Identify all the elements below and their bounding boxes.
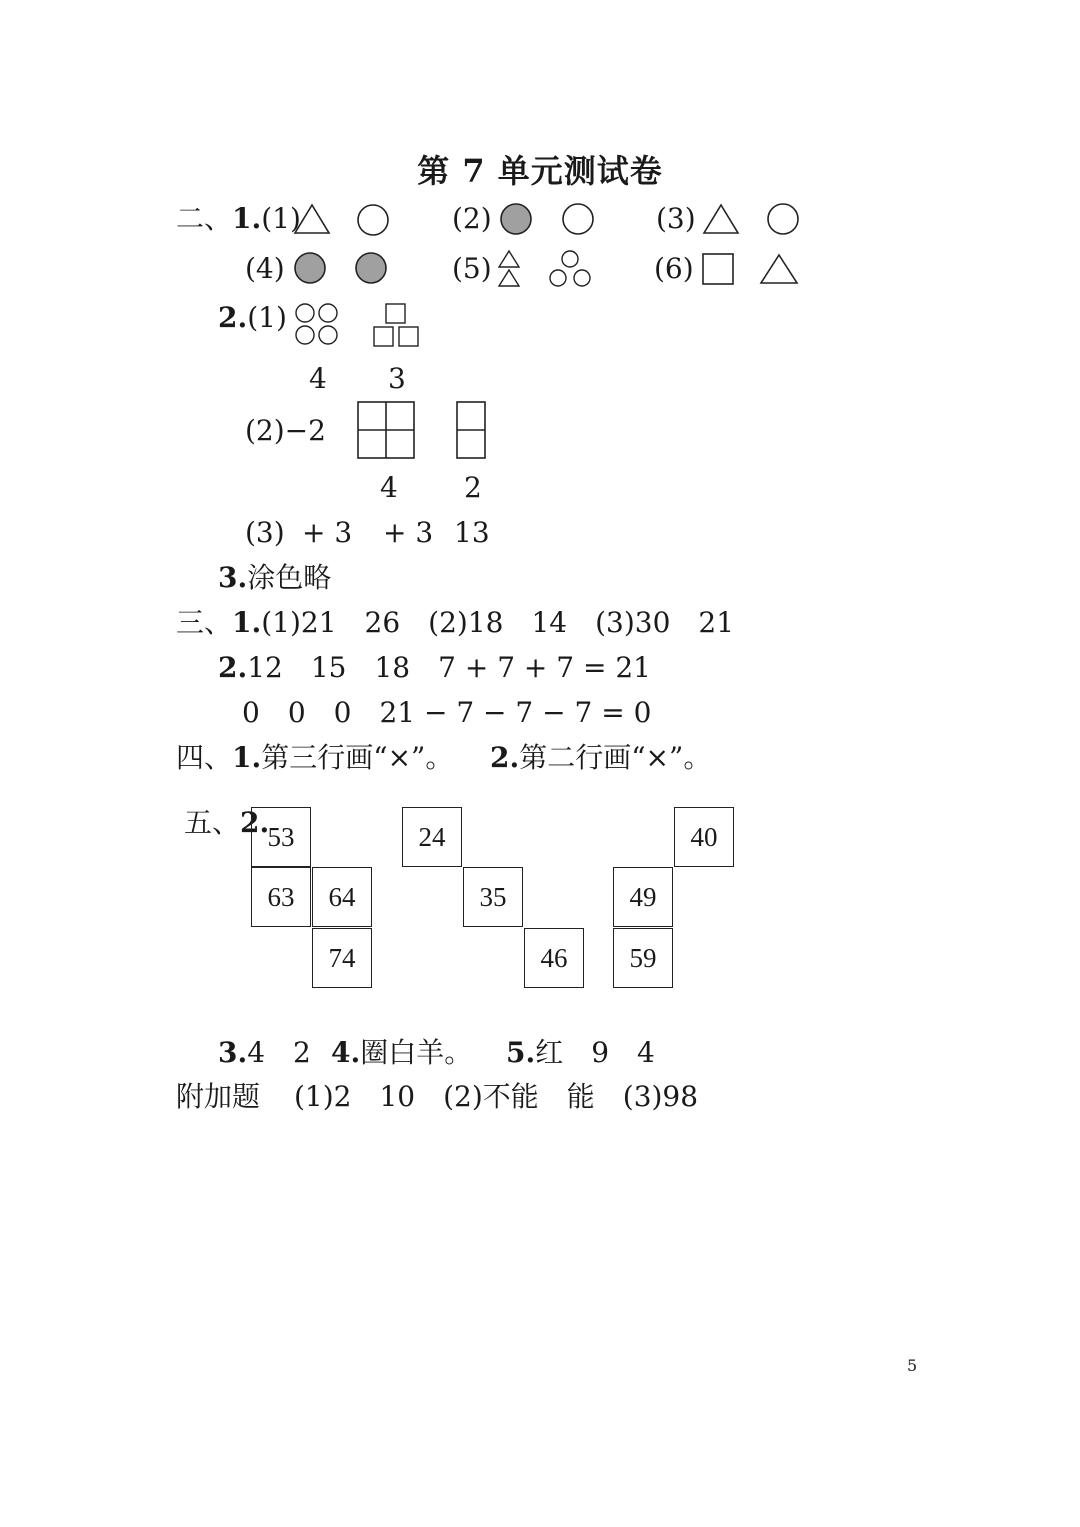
item-3-label: (3) bbox=[656, 202, 696, 235]
filled-circle-icon bbox=[294, 252, 326, 284]
grid-a-cell: 63 bbox=[251, 867, 311, 927]
s5-q4-answer: 圈白羊。 bbox=[360, 1036, 473, 1069]
filled-circle-icon bbox=[500, 203, 532, 235]
section-two-prefix: 二、 bbox=[176, 202, 233, 235]
q2-count-column: 2 bbox=[464, 471, 482, 504]
q2-item-3-answer-c: 13 bbox=[454, 516, 490, 549]
item-2-label: (2) bbox=[452, 202, 492, 235]
three-squares-icon bbox=[372, 303, 420, 345]
stacked-triangles-icon bbox=[497, 250, 521, 288]
grid-b-cell: 35 bbox=[463, 867, 523, 927]
section-three-prefix: 三、 bbox=[176, 606, 233, 639]
page-number: 5 bbox=[907, 1356, 918, 1375]
section-four bbox=[176, 741, 453, 775]
q2-item-2-label: (2)−2 bbox=[245, 414, 326, 447]
section-five-prefix: 五、 bbox=[184, 806, 241, 839]
s5-q5-number: 5. bbox=[506, 1036, 536, 1069]
four-square-grid-icon bbox=[357, 401, 415, 459]
q2-item-1-label: (1) bbox=[247, 301, 287, 334]
q2-count-circles: 4 bbox=[309, 362, 327, 395]
section-five-q3 bbox=[218, 1036, 311, 1070]
section-five-q4 bbox=[331, 1036, 472, 1070]
section-four-prefix: 四、 bbox=[176, 741, 233, 774]
three-circles-icon bbox=[548, 250, 592, 288]
q2-number: 2. bbox=[218, 301, 248, 334]
s5-q4-number: 4. bbox=[331, 1036, 361, 1069]
s3-q2-number: 2. bbox=[218, 651, 248, 684]
grid-b-cell: 46 bbox=[524, 928, 584, 988]
circle-icon bbox=[562, 203, 594, 235]
item-1-label: (1) bbox=[261, 202, 301, 235]
q3-answer: 涂色略 bbox=[247, 561, 332, 594]
two-square-column-icon bbox=[456, 401, 486, 459]
circle-icon bbox=[767, 203, 799, 235]
q2-label bbox=[218, 301, 287, 335]
filled-circle-icon bbox=[355, 252, 387, 284]
item-6-label: (6) bbox=[654, 252, 694, 285]
grid-a-cell: 74 bbox=[312, 928, 372, 988]
q1-number: 1. bbox=[232, 202, 262, 235]
s3-q1-answer: (1)21 26 (2)18 14 (3)30 21 bbox=[261, 606, 735, 639]
q3-number: 3. bbox=[218, 561, 248, 594]
section-three-q2 bbox=[218, 651, 651, 685]
grid-c-cell: 59 bbox=[613, 928, 673, 988]
circle-icon bbox=[357, 204, 389, 236]
grid-a-cell: 53 bbox=[251, 807, 311, 867]
s3-q1-number: 1. bbox=[232, 606, 262, 639]
item-4-label: (4) bbox=[245, 252, 285, 285]
s3-q2-answer-line1: 12 15 18 7 + 7 + 7 = 21 bbox=[247, 651, 651, 684]
s5-q3-number: 3. bbox=[218, 1036, 248, 1069]
s5-q3-answer: 4 2 bbox=[247, 1036, 311, 1069]
section-four-q2 bbox=[490, 741, 711, 775]
section-five-q5 bbox=[506, 1036, 655, 1070]
extra-question-answer: (1)2 10 (2)不能 能 (3)98 bbox=[294, 1080, 699, 1113]
four-circles-icon bbox=[293, 302, 341, 346]
q2-count-squares: 3 bbox=[388, 362, 406, 395]
section-two-label bbox=[176, 202, 301, 236]
grid-c-cell: 40 bbox=[674, 807, 734, 867]
section-three-q1 bbox=[176, 606, 734, 640]
extra-question-label: 附加题 bbox=[176, 1080, 261, 1113]
grid-c-cell: 49 bbox=[613, 867, 673, 927]
grid-b-cell: 24 bbox=[402, 807, 462, 867]
s4-q2-number: 2. bbox=[490, 741, 520, 774]
s4-q1-number: 1. bbox=[232, 741, 262, 774]
s5-q5-answer: 红 9 4 bbox=[535, 1036, 655, 1069]
q2-count-grid: 4 bbox=[380, 471, 398, 504]
grid-a-cell: 64 bbox=[312, 867, 372, 927]
q2-item-3-answer-a: + 3 bbox=[302, 516, 353, 549]
s5-q2-number: 2. bbox=[240, 806, 270, 839]
s3-q2-answer-line2: 0 0 0 21 − 7 − 7 − 7 = 0 bbox=[242, 696, 652, 729]
square-icon bbox=[702, 253, 734, 285]
q3-line bbox=[218, 561, 331, 595]
q2-item-3-answer-b: + 3 bbox=[383, 516, 434, 549]
triangle-icon bbox=[294, 204, 330, 234]
page-title: 第 7 单元测试卷 bbox=[417, 152, 663, 190]
triangle-icon bbox=[703, 204, 739, 234]
s4-q2-answer: 第二行画“×”。 bbox=[519, 741, 712, 774]
s4-q1-answer: 第三行画“×”。 bbox=[261, 741, 454, 774]
triangle-icon bbox=[760, 254, 798, 284]
q2-item-3-label: (3) bbox=[245, 516, 285, 549]
item-5-label: (5) bbox=[452, 252, 492, 285]
